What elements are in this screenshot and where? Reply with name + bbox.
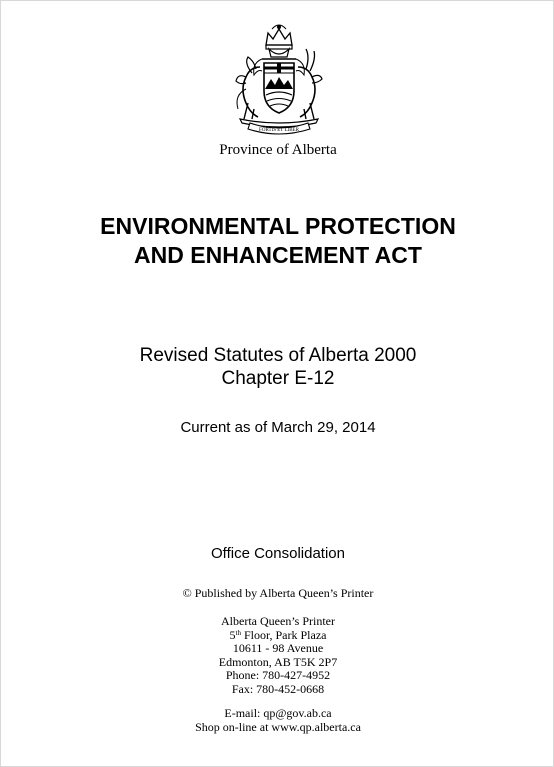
statutes-line: Revised Statutes of Alberta 2000 [139,345,417,366]
published-by: © Published by Alberta Queen’s Printer [182,586,374,600]
publisher-street: 10611 - 98 Avenue [232,641,324,655]
office-consolidation: Office Consolidation [211,545,345,562]
chapter-line: Chapter E-12 [221,368,335,389]
current-as-of: Current as of March 29, 2014 [180,419,376,436]
statutes-reference [1,344,554,390]
publisher-fax: Fax: 780-452-0668 [231,681,325,696]
publisher-address [1,615,554,696]
act-title-line-2: AND ENHANCEMENT ACT [134,242,422,268]
contact-email: E-mail: qp@gov.ab.ca [224,706,332,720]
alberta-coat-of-arms-icon [224,23,334,135]
province-name: Province of Alberta [219,142,337,158]
act-title-line-1: ENVIRONMENTAL PROTECTION [100,213,456,239]
publisher-city: Edmonton, AB T5K 2P7 [218,654,338,669]
motto-text: FORTIS ET LIBER [259,128,299,133]
publisher-name: Alberta Queen’s Printer [221,614,335,628]
contact-shop-link: Shop on-line at www.qp.alberta.ca [195,719,361,734]
act-title [1,212,554,270]
publisher-floor: 5th Floor, Park Plaza [229,627,327,642]
publisher-contact [1,707,554,734]
publisher-phone: Phone: 780-427-4952 [225,668,331,682]
